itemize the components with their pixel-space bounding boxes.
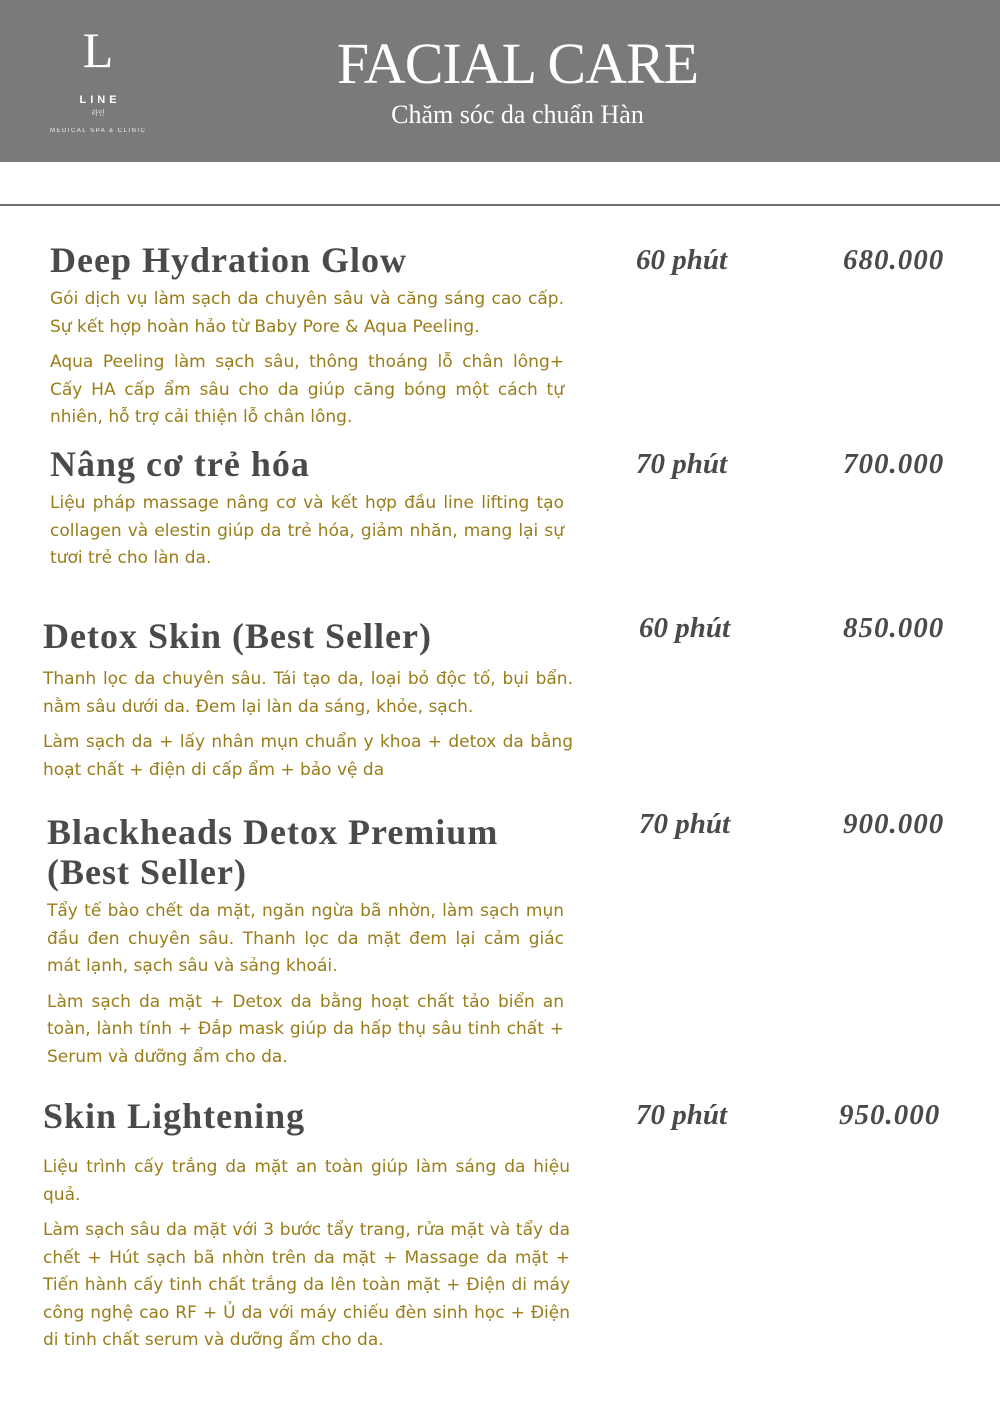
page-title: FACIAL CARE [336,31,699,96]
service-description: Aqua Peeling làm sạch sâu, thông thoáng lỗ chân lông+ Cấy HA cấp ẩm sâu cho da giúp căng bóng một cách tự nhiên, hỗ trợ cải thiện lỗ chân lông. [50,352,564,427]
service-description: Gói dịch vụ làm sạch da chuyên sâu và căng sáng cao cấp. Sự kết hợp hoàn hảo từ Baby Pore & Aqua Peeling. [50,289,564,337]
service-description: Làm sạch da mặt + Detox da bằng hoạt chất tảo biển an toàn, lành tính + Đắp mask giúp da hấp thụ sâu tinh chất + Serum và dưỡng ẩm cho da. [47,991,564,1067]
logo-tagline: MEDICAL SPA & CLINIC [50,128,147,134]
service-name: Skin Lightening [43,1096,306,1136]
service-description: Tẩy tế bào chết da mặt, ngăn ngừa bã nhờn, làm sạch mụn đầu đen chuyên sâu. Thanh lọc da mặt đem lại cảm giác mát lạnh, sạch sâu và sảng khoái. [47,901,564,976]
service-description: Thanh lọc da chuyên sâu. Tái tạo da, loại bỏ độc tố, bụi bẩn. nằm sâu dưới da. Đem lại làn da sáng, khỏe, sạch. [43,669,573,717]
service-price: 900.000 [843,808,945,840]
service-name: Nâng cơ trẻ hóa [50,444,310,484]
page-subtitle: Chăm sóc da chuẩn Hàn [391,100,644,129]
service-item [50,240,564,432]
service-price: 700.000 [843,448,945,480]
logo-name: LINE [79,94,121,106]
service-duration: 70 phút [639,808,731,840]
service-name: Detox Skin (Best Seller) [43,616,432,656]
service-duration: 70 phút [636,448,728,480]
service-description: Liệu pháp massage nâng cơ và kết hợp đầu line lifting tạo collagen và elestin giúp da trẻ hóa, giảm nhăn, mang lại sự tươi trẻ cho làn da. [50,493,564,568]
service-duration: 60 phút [636,244,728,276]
logo-mark: L [82,22,114,78]
service-description: Liệu trình cấy trắng da mặt an toàn giúp làm sáng da hiệu quả. [43,1157,570,1205]
service-item [50,444,564,573]
brand-logo [50,22,146,134]
service-item [43,616,573,784]
service-description: Làm sạch sâu da mặt với 3 bước tẩy trang, rửa mặt và tẩy da chết + Hút sạch bã nhờn trên da mặt + Massage da mặt + Tiến hành cấy tinh chất trắng da lên toàn mặt + Điện di máy công nghệ cao RF + Ủ da với máy chiếu đèn sinh học + Điện di tinh chất serum và dưỡng ẩm cho da. [43,1220,570,1350]
service-description: Làm sạch da + lấy nhân mụn chuẩn y khoa + detox da bằng hoạt chất + điện di cấp ẩm + bảo vệ da [43,732,573,780]
service-duration: 70 phút [636,1099,728,1131]
header-divider [0,204,1000,206]
logo-korean-text: 라인 [91,110,105,117]
service-item [43,1096,570,1355]
service-price: 850.000 [843,612,945,644]
service-item [47,812,564,1071]
service-name: Blackheads Detox Premium (Best Seller) [47,812,499,892]
service-price: 950.000 [839,1099,941,1131]
service-price: 680.000 [843,244,945,276]
service-duration: 60 phút [639,612,731,644]
header-banner [0,0,1000,162]
service-name: Deep Hydration Glow [50,240,407,280]
